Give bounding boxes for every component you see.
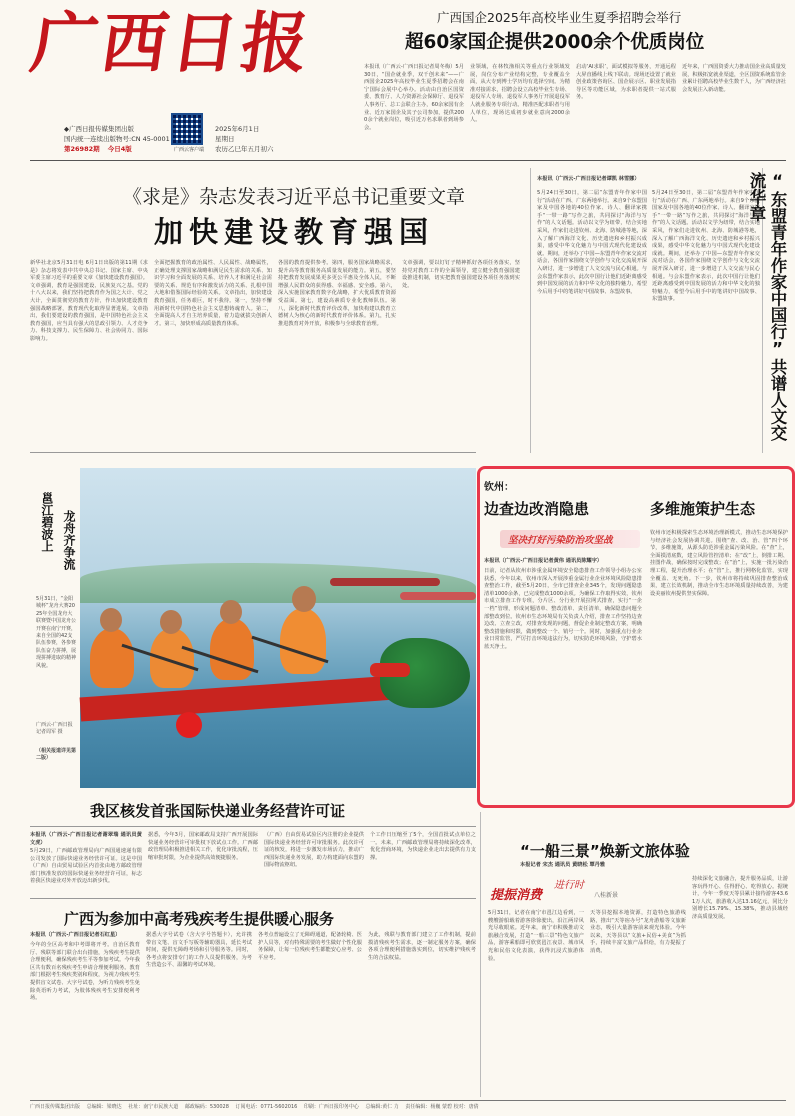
candidates-col-1: 今年的全区高考和中考即将开考。自治区教育厅、残联等部门联合出台措施，为残疾考生提供合理便利，确保残疾考生平等参加考试。今年我区共有数百名残疾考生申请合理便利服务。教育部门根据考生残疾类别和程度，为视力残疾考生提供盲文试卷、大字号试卷，为听力残疾考生免除英语听力考试，为肢体残疾考生安排便利考场。 bbox=[30, 942, 140, 1002]
feature-col-1: 新华社北京5月31日电 6月1日出版的第11期《求是》杂志将发表中共中央总书记、国家主席、中央军委主席习近平的重要文章《加快建设教育强国》。文章强调，教育是强国建设、民族复兴之基。党的十八大以来，我们坚持把教育作为国之大计、党之大计，全面贯彻党的教育方针，作出加快建设教育强国战略部署，教育现代化取得显著进展。文章指出，我们要建设的教育强国，是中国特色社会主义教育强国，应当具有强大的思政引领力、人才竞争力、科技支撑力、民生保障力、社会协同力、国际影响力。 bbox=[30, 260, 148, 342]
dragon-boat-photo[interactable] bbox=[80, 468, 476, 788]
footer-editor: 总编辑:黄仁 力 bbox=[365, 1104, 399, 1110]
highlight-col-2: 钦州市还积极探索生态环境治理新模式，推动生态环境保护与经济社会发展协调共进。围绕“查、改、治、管”四个环节，多维施策，从源头防范涉重金属污染风险。在“查”上，全面摸清底数，建立风险管控清单；在“改”上，倒排工期、挂图作战，确保按时完成整改；在“治”上，实施一批污染治理工程，提升治理水平；在“管”上，推行网格化监管，实现全覆盖、无死角。下一步，钦州市将持续巩固排查整治成果，建立长效机制，推动全市生态环境质量持续改善，为建设美丽钦州提供坚实保障。 bbox=[650, 530, 788, 597]
feature-col-3: 各国的教育提供参考。第四，服务国家战略需求，提升高等教育服务高质量发展的能力。第五，要坚持把教育发展成果更多更公平惠及全体人民，不断增强人民群众的获得感、幸福感、安全感。第六，深入实施国家教育数字化战略，扩大优质教育资源受益面。第七，建设高素质专业化教师队伍。第八，深化新时代教育评价改革，加快构建以教育立德树人为核心的新时代教育评价体系。第九，扎实推进教育对外开放，积极参与全球教育治理。 bbox=[278, 260, 396, 327]
qr-caption: 广西云客户端 bbox=[173, 147, 204, 153]
top-story-col-1: 本报讯（广西云-广西日报记者周冬梅）5月30日，“国企就业季，双千创未来”——广西国企2025年高校毕业生夏季招聘会在南宁国际会展中心举办。活动由自治区国资委、教育厅、人力资源社会保障厅、退役军人事务厅、总工会联合主办，60余家国有企业、近万家国企及其子公司参加，提供2000余个就业岗位，吸引近万名求职者到场参会。 bbox=[364, 64, 464, 131]
express-byline: 本报讯（广西云-广西日报记者谢翠瑞 通讯员黄文虎） bbox=[30, 832, 142, 846]
culture-headline[interactable]: “一船三景”焕新文旅体验 bbox=[520, 842, 690, 860]
footer-item: 总编辑：梁晓达 bbox=[86, 1104, 122, 1110]
rower-head bbox=[100, 608, 122, 632]
footer-line bbox=[30, 1103, 786, 1113]
top-story-col-3: 启动‘AI求职’，面试模拟等服务，开通远程大屏直播线上线下联动。现场还设置了就业创业政策咨询区、国企展示区、职业发展指导区等功能区域，为求职者提供一站式服务。 bbox=[576, 64, 676, 101]
publisher: ◆广西日报传媒集团出版 bbox=[64, 125, 134, 133]
divider bbox=[30, 452, 476, 453]
feature-headline[interactable]: 加快建设教育强国 bbox=[153, 215, 434, 249]
candidates-byline: 本报讯（广西云-广西日报记者石红星） bbox=[30, 932, 121, 938]
highlight-headline-right: 多维施策护生态 bbox=[650, 500, 756, 518]
feature-col-2: 全面把握教育的政治属性、人民属性、战略属性，正确处理支撑国家战略和满足民生需求的关系、知识学习和全面发展的关系、培养人才和满足社会需要的关系、规范有序和激发活力的关系、扎根中国大地和借鉴国际经验的关系。文章指出，加快建设教育强国，任务艰巨，时不我待。第一，坚持不懈用新时代中国特色社会主义思想铸魂育人。第二，全面提高人才自主培养质量，着力造就拔尖创新人才。第三，加快形成高质量教育体系。 bbox=[154, 260, 272, 327]
express-col-1: 5月29日，广西邮政管理局向广西国通速递有限公司发放了国际快递业务经营许可证。这是中国（广西）自由贸易试验区内首张由地方邮政管理部门核准发放的国际快递业务经营许可证，标志着我区快递业对外开放迈出新步伐。 bbox=[30, 848, 142, 885]
pollution-banner-text: 坚决打好污染防治攻坚战 bbox=[508, 535, 613, 546]
rower bbox=[280, 608, 326, 674]
photo-related: （相关报道详见第二版） bbox=[36, 748, 77, 762]
distant-boat bbox=[330, 578, 440, 586]
top-story-kicker: 广西国企2025年高校毕业生夏季招聘会举行 bbox=[437, 10, 682, 25]
issue-number: 第26982期 bbox=[64, 145, 100, 153]
weekday: 星期日 bbox=[215, 135, 235, 143]
right-column-headline[interactable]: “东盟青年作家中国行”共谱人文交流华章 bbox=[747, 172, 787, 441]
divider bbox=[30, 826, 476, 827]
highlight-col-1: 日前，记者从钦州市涉重金属环境安全隐患排查工作领导小组办公室获悉，今年以来，钦州市深入开展涉重金属行业企业环境风险隐患排查整治工作，截至5月20日，全市已排查企业345个，发现问题隐患清单1000余条，已完成整改1000余项。为确保工作取得实效，钦州市成立排查工作专班，分片区、分行业开展拉网式排查，实行“一企一档”管理，形成问题清单、整改清单、责任清单，确保隐患问题全部整改到位。钦州市生态环境局有关负责人介绍，排查工作坚持边查边改、立查立改，对排查发现的问题，督促企业制定整改方案，明确整改措施和时限，做到整改一个、销号一个。同时，加强重点行业企业日常监管，严厉打击环境违法行为，切实防范环境风险，守护碧水蓝天净土。 bbox=[484, 568, 642, 650]
footer-item: 印刷：广西日报印务中心 bbox=[303, 1104, 359, 1110]
highlight-byline: 本报讯（广西云-广西日报记者黄伟 通讯员陈耀宇） bbox=[484, 558, 603, 564]
footer-item: 社址：南宁市民族大道 bbox=[128, 1104, 179, 1110]
footer-divider bbox=[30, 1100, 786, 1101]
highlight-region: 钦州： bbox=[484, 482, 514, 493]
candidates-col-4: 为此，残联与教育部门建立了工作机制，提前摸清残疾考生需求，逐一制定服务方案，确保各项合理便利措施落实到位，切实维护残疾考生的合法权益。 bbox=[368, 932, 476, 961]
consumption-banner bbox=[490, 876, 650, 906]
express-col-3: （广西）自由贸易试验区内注册的企业提供国际快递业务经营许可审批服务。此次许可证的核发，将进一步激发市场活力，推动广西国际快递业务发展，助力构建面向东盟的国际物流枢纽。 bbox=[264, 832, 364, 869]
dragon-mouth bbox=[370, 663, 410, 677]
qr-code-icon[interactable] bbox=[171, 113, 203, 145]
rower bbox=[90, 628, 134, 688]
candidates-col-3: 各考点普遍设立了无障碍通道，配备轮椅、医护人员等，对有特殊需要的考生做好个性化服务保障，让每一位残疾考生都能安心应考、公平应考。 bbox=[258, 932, 362, 961]
top-story-col-2: 业领域，在林牧渔相关等重点行业领域发展，岗位分布产业结构完整，专业覆盖全面，从大专到博士学历均有选择空间。为精准对接需求，招聘会设立高校毕业生专场、退役军人专场、退役军人事务厅开展退役军人就业服务专项行动。精准匹配求职者与用人单位，现场达成初步就业意向2000余人。 bbox=[470, 64, 570, 124]
right-column-byline: 本报讯（广西云-广西日报记者谭凯 林雪娜） bbox=[537, 176, 640, 182]
divider bbox=[30, 160, 786, 161]
rower-head bbox=[160, 610, 182, 634]
highlight-headline-left: 边查边改消隐患 bbox=[484, 500, 590, 518]
top-story-headline[interactable]: 超60家国企提供2000余个优质岗位 bbox=[405, 32, 705, 53]
feature-col-4: 文章强调，要以钉钉子精神抓好各项任务落实，坚持党对教育工作的全面领导，建立健全教育强国建设推进机制，切实把教育强国建设各项任务落到实处。 bbox=[402, 260, 520, 289]
footer-page: 责任编辑：杨巍 蒙碧 校对：唐倩 bbox=[405, 1104, 479, 1110]
photo-credit: 广西云-广西日报记者周军 摄 bbox=[36, 722, 73, 736]
culture-col-3: 持续深化文旅融合，提升服务品质，让游客玩得开心、住得舒心、吃得放心。据统计，今年一季度天等县累计接待游客43.61万人次，旅游收入达13.16亿元，同比分别增长15.79%、15.38%，推动县域经济高质量发展。 bbox=[692, 876, 788, 920]
rower-head bbox=[220, 600, 242, 624]
express-col-2: 据悉，今年3月，国家邮政局支持广西开展国际快递业务经营许可审批权下放试点工作。广西邮政管理局积极推进相关工作，优化审批流程，压缩审批时限，为企业提供高效便捷服务。 bbox=[148, 832, 258, 861]
right-column-text-a: 5月24日至30日，第二届“东盟青年作家中国行”活动在广西、广东两地举行。来自9个东盟国家及中国各地的40位作家、诗人、翻译家携手“一带一路”写作之旅，共同探讨“海洋与写作”的人文话题。活动以文学为纽带，结合实地采风，作家们走进钦州、北海、防城港等地，深入了解广西海洋文化、历史遗迹和乡村振兴成果，感受中华文化魅力与中国式现代化建设成就。期间，还举办了中国—东盟青年作家交流对话会，各国作家围绕文学创作与文化交流展开深入研讨，进一步增进了人文交流与民心相通。与会东盟作家表示，此次中国行让他们近距离感受到中国发展的活力和中华文化的独特魅力，希望今后用手中的笔讲好中国故事、东盟故事。 bbox=[537, 190, 647, 295]
candidates-col-2: 据悉大字号试卷（含大字号答题卡），允许携带盲文笔、盲文手写板等辅助器具，延长考试时间，提供无障碍考场和引导服务等。同时，各考点将安排专门的工作人员提供服务，为考生营造公平、温馨的考试环境。 bbox=[146, 932, 252, 969]
culture-byline: 本报记者 宋杰 通讯员 黄晓松 覃丹雅 bbox=[520, 862, 606, 868]
distant-boat bbox=[400, 592, 476, 600]
candidates-headline[interactable]: 广西为参加中高考残疾考生提供暖心服务 bbox=[64, 910, 335, 928]
edition: 今日4版 bbox=[107, 145, 132, 153]
photo-side-caption: 5月31日，“金阳城杯”龙舟大赛2025年全国龙舟大联赛暨中国龙舟公开赛在南宁开赛，来自全国的42支队伍参赛，各参赛队伍奋力拼搏，展现拼搏进取的精神风貌。 bbox=[36, 596, 77, 669]
rower bbox=[210, 618, 254, 680]
consumption-banner-script: 进行时 bbox=[554, 880, 584, 891]
photo-caption-vertical-a: 邕江碧波上 bbox=[40, 492, 54, 552]
buoy bbox=[176, 712, 202, 738]
footer-item: 广西日报传媒集团出版 bbox=[30, 1104, 81, 1110]
column-rule bbox=[480, 812, 481, 1097]
consumption-banner-series: 八桂新景 bbox=[594, 892, 619, 899]
consumption-banner-main: 提振消费 bbox=[490, 888, 543, 903]
issue-date: 2025年6月1日 bbox=[215, 125, 260, 133]
culture-col-1: 5月31日，记者在南宁市邕江边看到，一艘艘游船载着游客徐徐驶出，沿江两岸风光尽收眼底。近年来，南宁市积极推动文旅融合发展，打造“一船三景”特色文旅产品，游客乘船即可欣赏邕江夜景、城市风光和民俗文化表演，获得沉浸式旅游体验。 bbox=[488, 910, 584, 962]
right-column-text-b: 5月24日至30日，第二届“东盟青年作家中国行”活动在广西、广东两地举行。来自9个东盟国家及中国各地的40位作家、诗人、翻译家携手“一带一路”写作之旅，共同探讨“海洋与写作”的人文话题。活动以文学为纽带，结合实地采风，作家们走进钦州、北海、防城港等地，深入了解广西海洋文化、历史遗迹和乡村振兴成果，感受中华文化魅力与中国式现代化建设成就。期间，还举办了中国—东盟青年作家交流对话会，各国作家围绕文学创作与文化交流展开深入研讨，进一步增进了人文交流与民心相通。与会东盟作家表示，此次中国行让他们近距离感受到中国发展的活力和中华文化的独特魅力，希望今后用手中的笔讲好中国故事、东盟故事。 bbox=[652, 190, 760, 303]
feature-kicker: 《求是》杂志发表习近平总书记重要文章 bbox=[122, 186, 465, 208]
express-col-4: 个工作日压缩至了5个，全国首批试点单位之一。未来，广西邮政管理局将持续深化改革，优化营商环境，为快递企业走出去提供有力支撑。 bbox=[370, 832, 476, 861]
column-rule bbox=[530, 168, 531, 453]
cn-number: 国内统一连续出版物号:CN 45-0001 bbox=[64, 135, 170, 143]
lunar-date: 农历乙巳年五月初六 bbox=[215, 145, 274, 153]
rower-head bbox=[292, 586, 316, 612]
footer-item: 邮政编码：530028 bbox=[184, 1104, 229, 1110]
footer-item: 订阅电话：0771-5602016 bbox=[235, 1104, 298, 1110]
top-story-col-4: 近年来，广西国资委大力推动国企业高质量发展，积极拓宽就业渠道，全区国资系统监管企业累计招聘高校毕业生数千人，为广西经济社会发展注入新动能。 bbox=[682, 64, 786, 93]
divider bbox=[30, 898, 476, 899]
culture-col-2: 天等县挖掘本地资源，打造特色旅游线路，推出“天等宿办号”龙舟游船等文旅新业态，吸引大量游客前来观光体验。今年以来，天等县以“文旅+民俗+美食”为抓手，持续丰富文旅产品供给，有力提振了消费。 bbox=[590, 910, 686, 954]
masthead-logo: 广西日报 bbox=[26, 4, 318, 82]
express-headline[interactable]: 我区核发首张国际快递业务经营许可证 bbox=[90, 802, 346, 820]
photo-caption-vertical-b: 龙舟齐争流 bbox=[62, 510, 76, 570]
